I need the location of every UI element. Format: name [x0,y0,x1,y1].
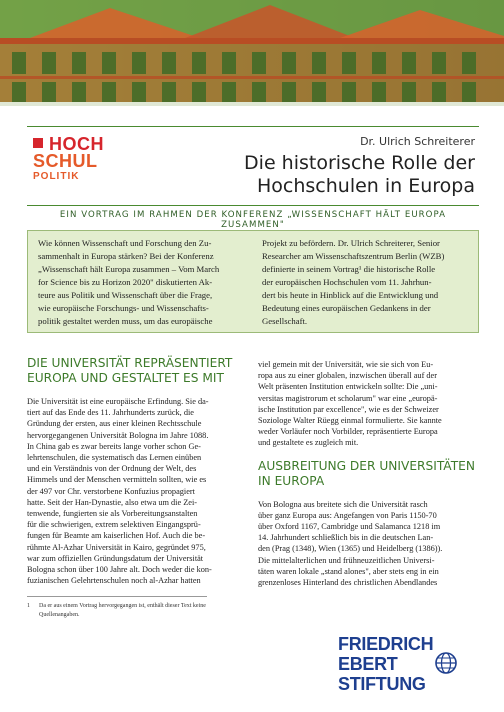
body-line: In China gab es zwar bereits lange vorher schon Ge- [27,441,201,451]
body-line: tenwende, fungierten sie als Vorbereitungsanstalten [27,509,198,519]
intro-line: definierte in seinem Vortrag¹ die historische Rolle [262,264,436,274]
body-line: fuzianischen Gelehrtenschulen noch al-Azhar hatten [27,576,201,586]
logo-text-line1: HOCH [49,134,104,154]
title-line-2: Hochschulen in Europa [256,175,475,197]
body-line: Soziologe Walter Rüegg einmal formulierte. Sie kannte [258,416,442,426]
body-line: ropa aus zu einer globalen, inzwischen überall auf der [258,371,437,381]
intro-line: politik gestaltet werden muss, um das europäische [38,316,213,326]
intro-line: der europäischen Hochschulen vom 11. Jahrhun- [262,277,432,287]
footnote-rule [27,596,207,597]
intro-box [27,230,479,333]
body-line: Gründung der ersten, aus einer kleinen Rechtsschule [27,419,202,429]
body-right-column [258,359,478,588]
body-line: hatte. Seit der Han-Dynastie, also etwa um die Zei- [27,497,198,507]
body-line: viel gemein mit der Universität, wie sie sich von Eu- [258,360,434,369]
logo-text-line2: SCHUL [33,151,98,171]
body-line: Die Universität ist eine europäische Erfindung. Sie da- [27,397,209,406]
body-line: und ein Verständnis von der Ordnung der Welt, des [27,464,197,474]
friedrich-ebert-stiftung-logo [338,633,488,705]
intro-line: teure aus Politik und Wissenschaft über die Frage, [38,290,213,300]
body-line: über Oxford 1167, Cambridge und Salamanca 1218 im [258,522,441,532]
fes-logo-line2: EBERT [338,654,398,674]
body-line: über ganz Europa aus: Angefangen von Paris 1150-70 [258,510,437,520]
title-box [27,126,479,206]
body-line: für die schwierigen, extrem selektiven Eingangsprü- [27,520,201,530]
heading-line: AUSBREITUNG DER UNIVERSITÄTEN [258,458,475,473]
heading-line: IN EUROPA [258,473,325,488]
building-photo [0,0,504,106]
heading-line: EUROPA UND GESTALTET ES MIT [27,371,224,385]
footnote-number: 1 [27,603,30,609]
body-line: war zum offiziellen Gründungsdatum der Universität [27,553,204,563]
intro-line: sammenhalt in Europa stärken? Bei der Konferenz [38,251,214,261]
body-line: Welt präsenten Institution entwickeln sollte: Die „uni- [258,382,438,392]
intro-right-column [262,237,467,328]
heading-line: DIE UNIVERSITÄT REPRÄSENTIERT [27,356,233,370]
intro-left-column [38,237,243,328]
body-line: fungen für Beamte am kaiserlichen Hof. Auch die be- [27,531,206,541]
body-line: grenzenloses Hinterland des christlichen Abendlandes [258,578,438,588]
title-line-1: Die historische Rolle der [244,152,475,174]
intro-line: Bedeutung eines europäischen Gedankens in der [262,303,431,313]
body-line: tiert auf das Ende des 11. Jahrhunderts zurück, die [27,408,194,418]
footnote-text-line: Da er aus einem Vortrag hervorgegangen ist, enthält dieser Text keine [39,603,206,609]
logo-square-mark [33,138,43,148]
body-line: Die mittelalterlichen und frühneuzeitlichen Universi- [258,555,435,565]
body-line: Bologna schon über 100 Jahre alt. Doch weder die kon- [27,565,212,575]
fes-logo-line1: FRIEDRICH [338,634,434,654]
intro-line: Gesellschaft. [262,316,308,326]
body-line: rühmte Al-Azhar Universität in Kairo, gegründet 975, [27,542,206,552]
hochschulpolitik-logo [29,133,109,203]
body-line: täten waren lokale „stand alones", aber stets eng in ein [258,566,439,576]
page-title [155,152,475,198]
body-line: 14. Jahrhundert schließlich bis in die deutschen Lan- [258,533,434,543]
section-heading-universitaet [27,356,247,386]
conference-subtitle: EIN VORTRAG IM RAHMEN DER KONFERENZ „WISSENSCHAFT HÄLT EUROPA ZUSAMMEN" [59,210,447,230]
intro-line: Researcher am Wissenschaftszentrum Berlin (WZB) [262,251,445,261]
intro-line: wie europäische Forschungs- und Wissenschafts- [38,303,209,313]
body-line: Von Bologna aus breitete sich die Universität rasch [258,499,428,509]
section-heading-ausbreitung [258,459,478,489]
footnote [27,602,217,619]
footnote-text-line: Quellenangaben. [39,611,80,618]
intro-line: Wie können Wissenschaft und Forschung den Zu- [38,238,212,248]
header-banner-image [0,0,504,106]
author-name: Dr. Ulrich Schreiterer [360,135,475,148]
body-line: weder Vorläufer noch Vorbilder, repräsentierte Europa [258,427,438,437]
body-line: und gestaltete es zugleich mit. [258,438,359,448]
logo-text-line3: POLITIK [33,171,80,182]
body-line: hervorgegangenen Universität Bologna im Jahre 1088. [27,430,209,440]
body-line: Himmels und der Menschen vermitteln sollten, wie es [27,475,207,485]
intro-line: for Science bis zu Horizon 2020" diskutierten Ak- [38,277,213,287]
globe-icon [434,651,458,675]
intro-line: „Wissenschaft hält Europa zusammen – Vom March [38,264,220,274]
body-line: der 497 vor Chr. verstorbene Konfuzius propagiert [27,486,195,496]
body-line: lehrtenschulen, die systematisch das Lernen einüben [27,453,202,463]
intro-line: Projekt zu befördern. Dr. Ulrich Schreiterer, Senior [262,238,440,248]
intro-line: dert bis heute in Hinblick auf die Entwicklung und [262,290,439,300]
body-line: versitas magistrorum et scholarum" war eine „europä- [258,393,438,403]
fes-logo-line3: STIFTUNG [338,674,426,694]
body-line: ische Institution par excellence", wie es der Schweizer [258,404,439,414]
body-left-column [27,356,247,586]
body-line: den (Prag (1348), Wien (1365) und Heidelberg (1386)). [258,544,443,554]
